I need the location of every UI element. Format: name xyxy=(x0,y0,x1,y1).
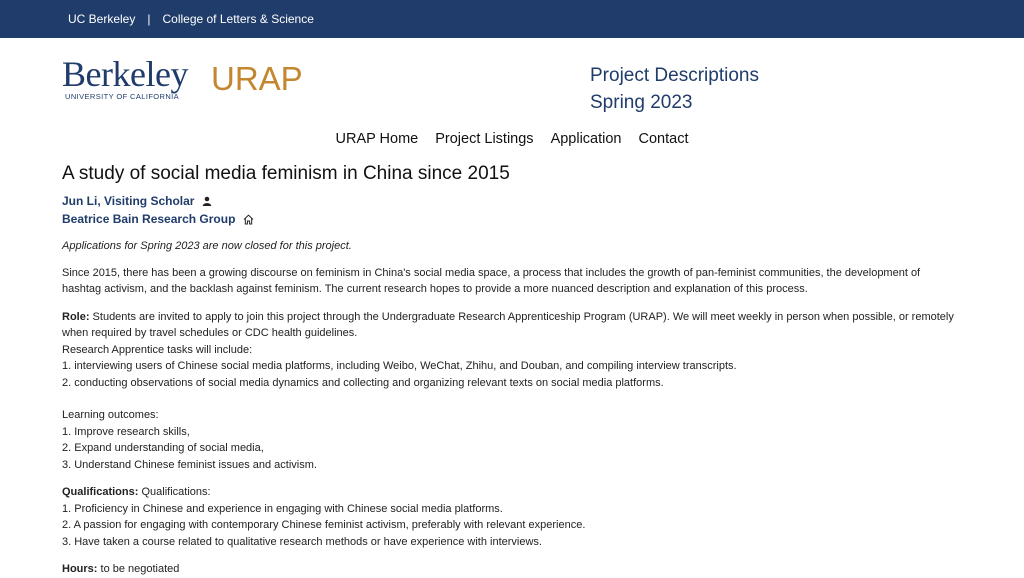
hours-section xyxy=(62,561,962,578)
page-title-line1: Project Descriptions xyxy=(590,65,759,86)
university-subtitle: UNIVERSITY OF CALIFORNIA xyxy=(65,92,180,101)
qualification-item: 1. Proficiency in Chinese and experience in engaging with Chinese social media platforms. xyxy=(62,502,503,515)
closed-notice: Applications for Spring 2023 are now closed for this project. xyxy=(62,240,352,252)
berkeley-logo[interactable] xyxy=(62,56,188,101)
urap-logo[interactable]: URAP xyxy=(211,60,303,97)
project-group[interactable]: Beatrice Bain Research Group xyxy=(62,212,236,226)
qualifications-text: Qualifications: xyxy=(138,486,211,498)
qualification-item: 3. Have taken a course related to qualitative research methods or have experience with interviews. xyxy=(62,535,542,548)
outcome-item: 2. Expand understanding of social media, xyxy=(62,442,264,454)
project-author[interactable]: Jun Li, Visiting Scholar xyxy=(62,194,195,208)
page-title xyxy=(590,62,759,116)
main-nav xyxy=(0,131,1024,147)
page-title-line2: Spring 2023 xyxy=(590,92,693,113)
role-label: Role: xyxy=(62,310,90,323)
task-item: 1. interviewing users of Chinese social media platforms, including Weibo, WeChat, Zhihu, and Douban, and compiling interview transcripts. xyxy=(62,360,737,372)
nav-application[interactable]: Application xyxy=(550,131,622,147)
nav-project-listings[interactable]: Project Listings xyxy=(435,131,534,147)
college-link[interactable]: College of Letters & Science xyxy=(162,12,314,26)
qualification-item: 2. A passion for engaging with contemporary Chinese feminist activism, preferably with relevant experience. xyxy=(62,519,586,531)
qualifications-label: Qualifications: xyxy=(62,486,139,498)
project-meta xyxy=(62,192,962,228)
outcome-item: 3. Understand Chinese feminist issues and activism. xyxy=(62,458,317,471)
home-icon xyxy=(243,214,254,225)
role-text: Students are invited to apply to join this project through the Undergraduate Research Apprenticeship Program (URAP). We will meet weekly in person when possible, or remotely when required by travel schedules or CDC health guidelines. xyxy=(62,310,954,339)
project-description: Since 2015, there has been a growing discourse on feminism in China's social media space, a process that includes the growth of pan-feminist communities, the development of hashtag activism, and the backlash against feminism. The current research hopes to provide a more nuanced description and explanation of this process. xyxy=(62,266,921,295)
nav-contact[interactable]: Contact xyxy=(638,131,689,147)
uc-berkeley-link[interactable]: UC Berkeley xyxy=(68,12,136,26)
hours-text: to be negotiated xyxy=(97,563,180,575)
hours-label: Hours: xyxy=(62,563,98,575)
nav-urap-home[interactable]: URAP Home xyxy=(335,131,419,147)
project-content xyxy=(62,162,962,578)
project-title: A study of social media feminism in China since 2015 xyxy=(62,163,510,184)
berkeley-wordmark: Berkeley xyxy=(62,54,188,94)
tasks-intro: Research Apprentice tasks will include: xyxy=(62,343,253,356)
outcome-item: 1. Improve research skills, xyxy=(62,425,190,438)
task-item: 2. conducting observations of social media dynamics and collecting and organizing relevant texts on social media platforms. xyxy=(62,376,664,389)
role-section xyxy=(62,309,962,342)
qualifications-section xyxy=(62,484,962,501)
person-icon xyxy=(202,196,212,206)
topbar-separator: | xyxy=(147,12,151,26)
top-bar xyxy=(0,0,1024,38)
outcomes-intro: Learning outcomes: xyxy=(62,409,159,421)
